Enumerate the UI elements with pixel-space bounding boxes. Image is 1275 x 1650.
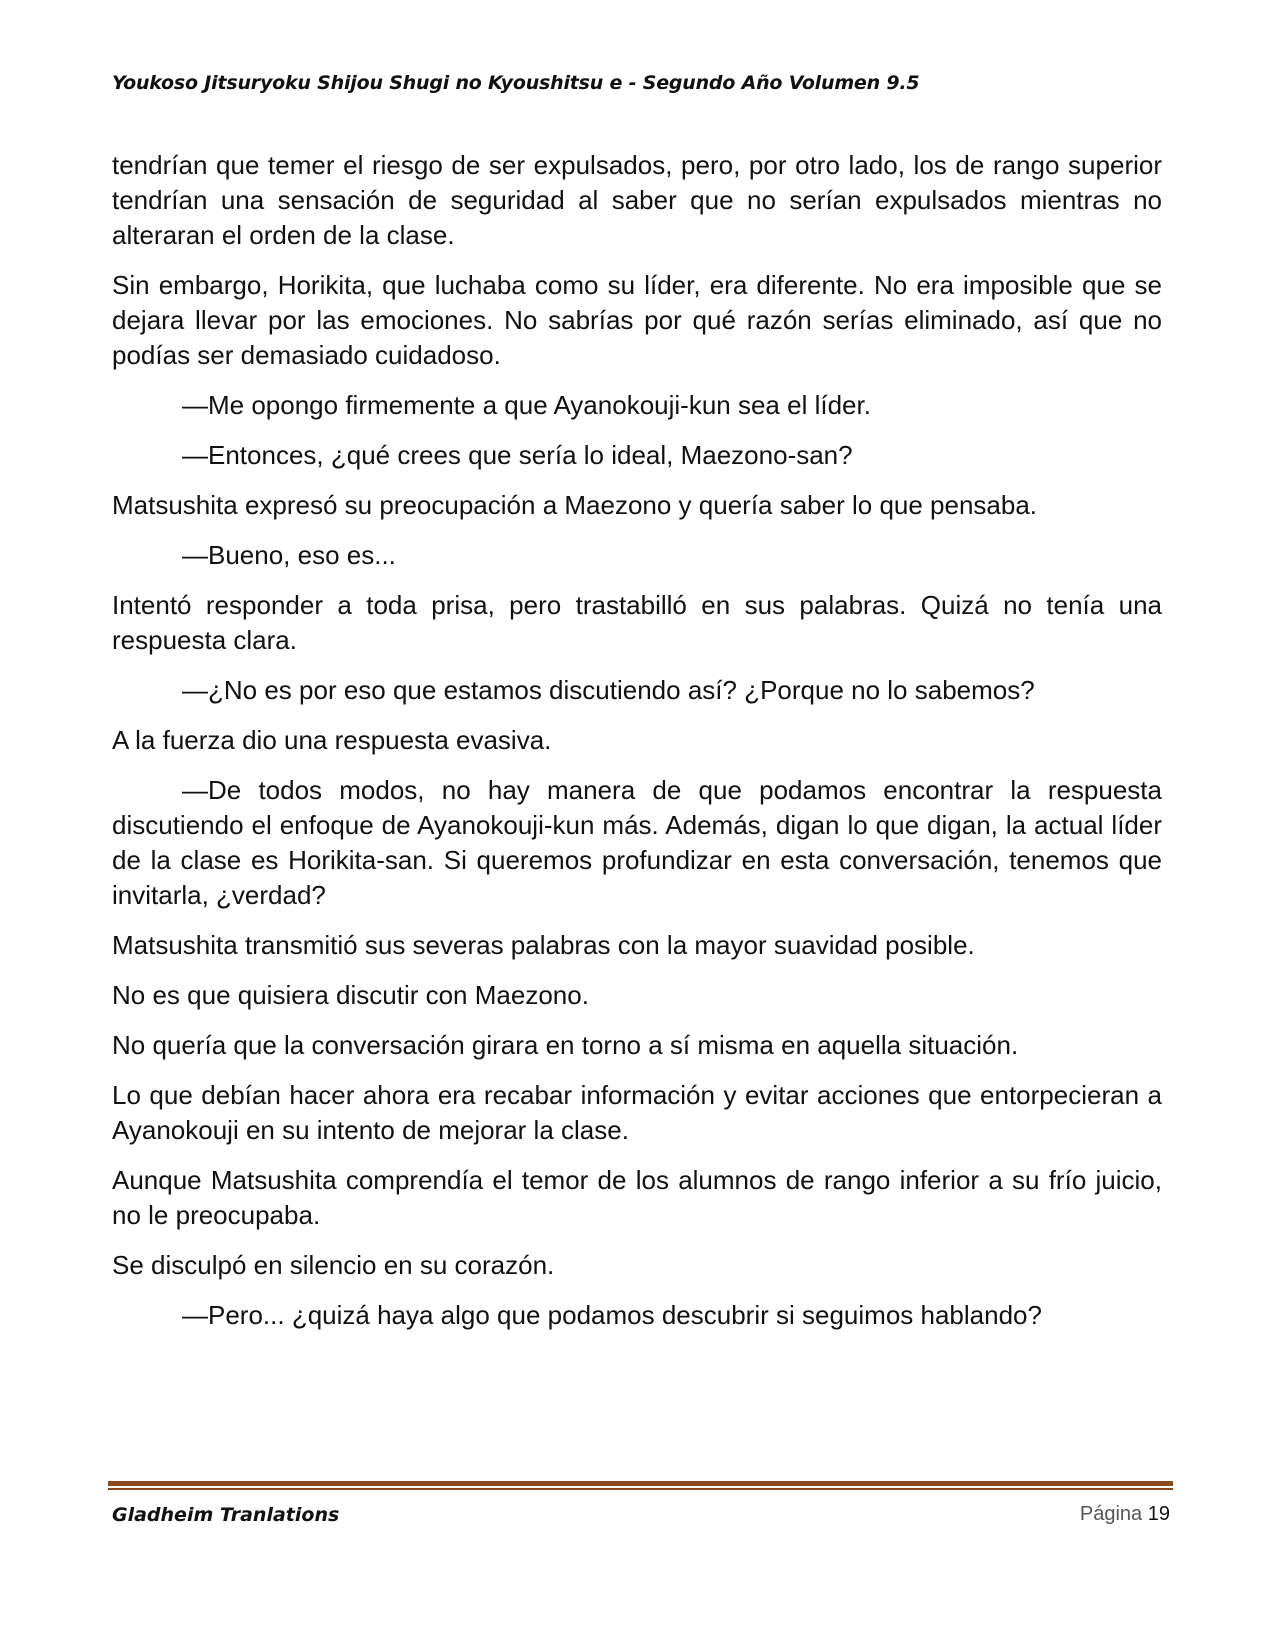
dialogue-line: —Pero... ¿quizá haya algo que podamos descubrir si seguimos hablando? xyxy=(182,1300,1042,1330)
page-number: 19 xyxy=(1147,1503,1170,1525)
paragraph: tendrían que temer el riesgo de ser expulsados, pero, por otro lado, los de rango superior tendrían una sensación de seguridad al saber que no serían expulsados mientras no alteraran el orden de la clase. xyxy=(112,150,1162,250)
body-text xyxy=(112,148,1162,1348)
page-label: Página xyxy=(1079,1503,1143,1525)
page-header-title: Youkoso Jitsuryoku Shijou Shugi no Kyoushitsu e - Segundo Año Volumen 9.5 xyxy=(112,72,920,94)
paragraph: No quería que la conversación girara en torno a sí misma en aquella situación. xyxy=(112,1030,1019,1060)
footer-publisher: Gladheim Tranlations xyxy=(112,1504,340,1526)
paragraph: Se disculpó en silencio en su corazón. xyxy=(112,1250,555,1280)
paragraph: Intentó responder a toda prisa, pero trastabilló en sus palabras. Quizá no tenía una respuesta clara. xyxy=(112,590,1162,655)
paragraph: Matsushita expresó su preocupación a Maezono y quería saber lo que pensaba. xyxy=(112,490,1038,520)
footer-divider xyxy=(108,1481,1173,1490)
dialogue-line: —Entonces, ¿qué crees que sería lo ideal, Maezono-san? xyxy=(182,440,853,470)
paragraph: No es que quisiera discutir con Maezono. xyxy=(112,980,589,1010)
paragraph: Aunque Matsushita comprendía el temor de los alumnos de rango inferior a su frío juicio, no le preocupaba. xyxy=(112,1165,1162,1230)
footer-divider-thick xyxy=(108,1481,1173,1486)
dialogue-line: —Me opongo firmemente a que Ayanokouji-kun sea el líder. xyxy=(182,390,871,420)
paragraph: Sin embargo, Horikita, que luchaba como su líder, era diferente. No era imposible que se dejara llevar por las emociones. No sabrías por qué razón serías eliminado, así que no podías ser demasiado cuidadoso. xyxy=(112,270,1162,370)
paragraph: Lo que debían hacer ahora era recabar información y evitar acciones que entorpecieran a Ayanokouji en su intento de mejorar la clase. xyxy=(112,1080,1162,1145)
dialogue-line: —¿No es por eso que estamos discutiendo así? ¿Porque no lo sabemos? xyxy=(182,675,1035,705)
dialogue-line: —De todos modos, no hay manera de que podamos encontrar la respuesta discutiendo el enfoque de Ayanokouji-kun más. Además, digan lo que digan, la actual líder de la clase es Horikita-san. Si queremos profundizar en esta conversación, tenemos que invitarla, ¿verdad? xyxy=(112,775,1162,910)
footer-page-indicator xyxy=(1080,1503,1170,1526)
footer-divider-thin xyxy=(108,1488,1173,1490)
paragraph: A la fuerza dio una respuesta evasiva. xyxy=(112,725,552,755)
paragraph: Matsushita transmitió sus severas palabras con la mayor suavidad posible. xyxy=(112,930,975,960)
dialogue-line: —Bueno, eso es... xyxy=(182,540,396,570)
